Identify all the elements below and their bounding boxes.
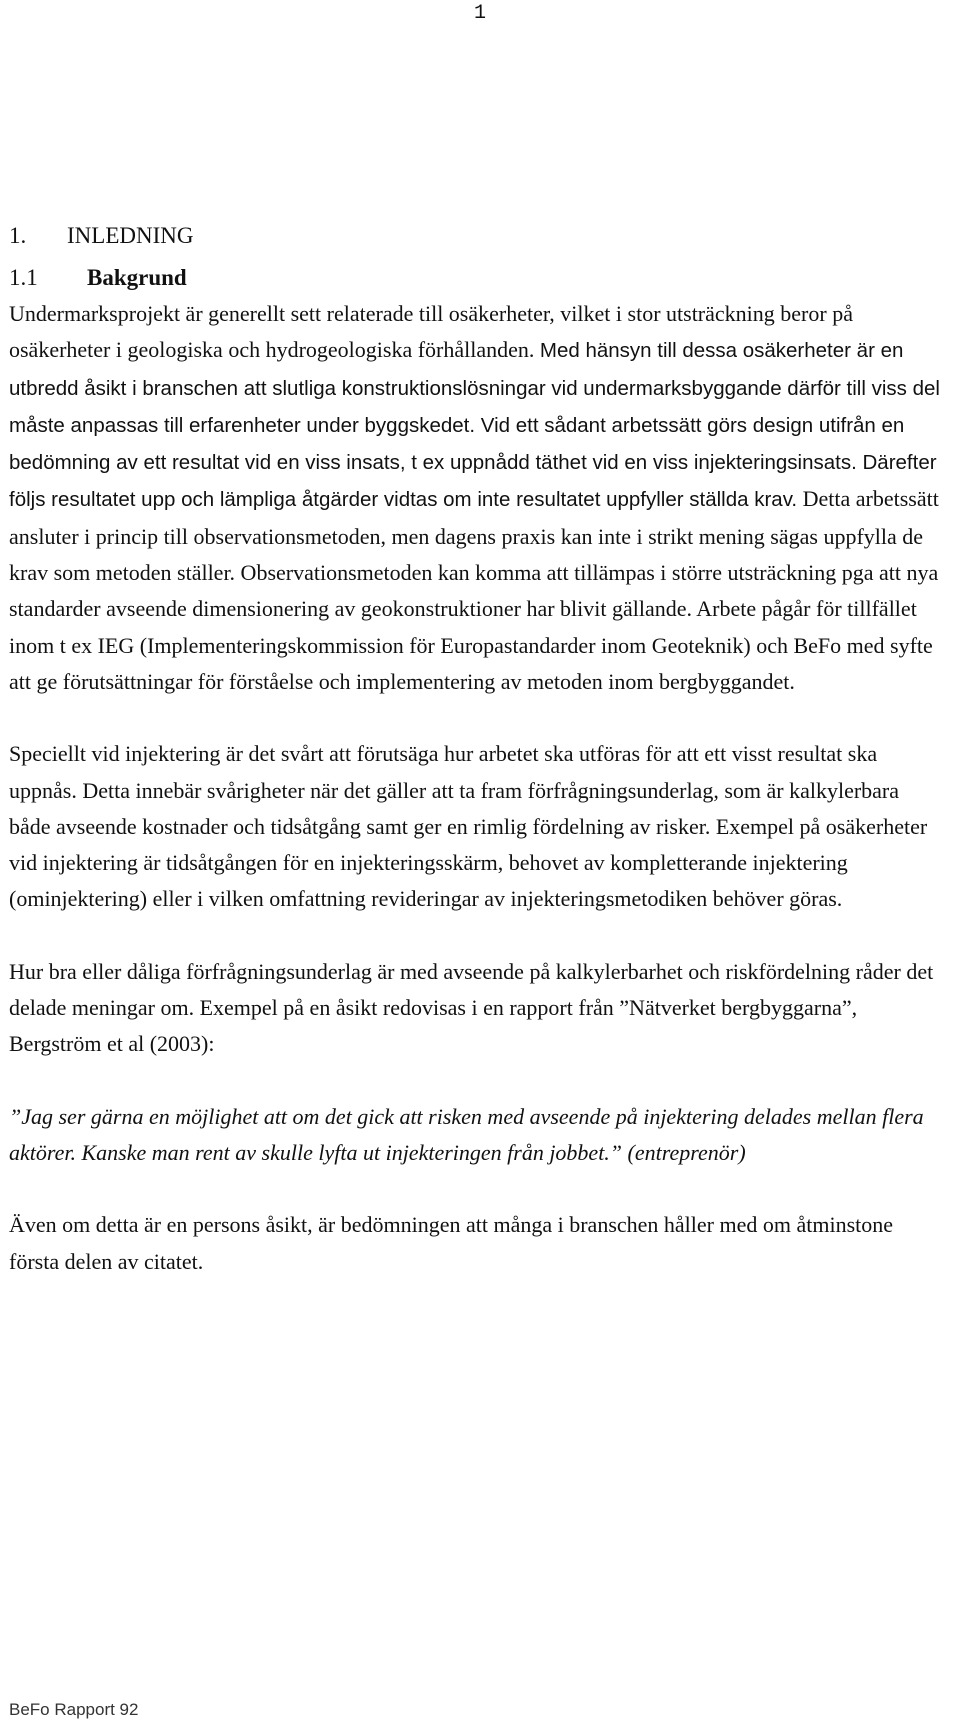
chapter-number: 1. <box>9 223 27 248</box>
section-heading <box>9 260 945 296</box>
chapter-heading <box>9 218 945 254</box>
paragraph-injection: Speciellt vid injektering är det svårt att förutsäga hur arbetet ska utföras för att ett visst resultat ska uppnås. Detta innebär svårigheter när det gäller att ta fram förfrågningsunderlag, som är kalkylerbara både avseende kostnader och tidsåtgång samt ger en rimlig fördelning av risker. Exempel på osäkerheter vid injektering är tidsåtgången för en injekteringsskärm, behovet av kompletterande injektering (ominjektering) eller i vilken omfattning revideringar av injekteringsmetodiken behöver göras. <box>9 741 928 912</box>
paragraph-background-part-3: Detta arbetssätt ansluter i princip till observationsmetoden, men dagens praxis kan inte i strikt mening sägas uppfylla de krav som metoden ställer. Observationsmetoden kan komma att tillämpas i större utsträckning pga att nya standarder avseende dimensionering av geokonstruktioner har blivit gällande. Arbete pågår för tillfället inom t ex IEG (Implementeringskommission för Europastandarder inom Geoteknik) och BeFo med syfte att ge förutsättningar för förståelse och implementering av metoden inom bergbyggandet. <box>9 486 939 694</box>
section-title: Bakgrund <box>87 265 187 290</box>
paragraph-tender-documents: Hur bra eller dåliga förfrågningsunderlag är med avseende på kalkylerbarhet och riskfördelning råder det delade meningar om. Exempel på en åsikt redovisas i en rapport från ”Nätverket bergbyggarna”, Bergström et al (2003): <box>9 958 934 1057</box>
paragraph-conclusion: Även om detta är en persons åsikt, är bedömningen att många i branschen håller med om åtminstone första delen av citatet. <box>9 1212 894 1274</box>
section-number: 1.1 <box>9 265 38 290</box>
paragraph-background <box>9 296 945 700</box>
paragraph-background-part-2: Med hänsyn till dessa osäkerheter är en utbredd åsikt i branschen att slutliga konstruktionslösningar vid undermarksbyggande därför till viss del måste anpassas till erfarenheter under byggskedet. Vid ett sådant arbetssätt görs design utifrån en bedömning av ett resultat vid en viss insats, t ex uppnådd täthet vid en viss injekteringsinsats. Därefter följs resultatet upp och lämpliga åtgärder vidtas om inte resultatet uppfyller ställda krav. <box>9 339 940 512</box>
quote-contractor: ”Jag ser gärna en möjlighet att om det gick att risken med avseende på injektering delades mellan flera aktörer. Kanske man rent av skulle lyfta ut injekteringen från jobbet.” (entreprenör) <box>9 1103 924 1165</box>
chapter-title: INLEDNING <box>67 223 194 248</box>
document-body <box>9 218 945 1280</box>
page-number: 1 <box>473 2 486 25</box>
paragraph-background-part-1: Undermarksprojekt är generellt sett relaterade till osäkerheter, vilket i stor utsträckning beror på osäkerheter i geologiska och hydrogeologiska förhållanden. <box>9 301 853 363</box>
footer-report-label: BeFo Rapport 92 <box>9 1700 139 1719</box>
